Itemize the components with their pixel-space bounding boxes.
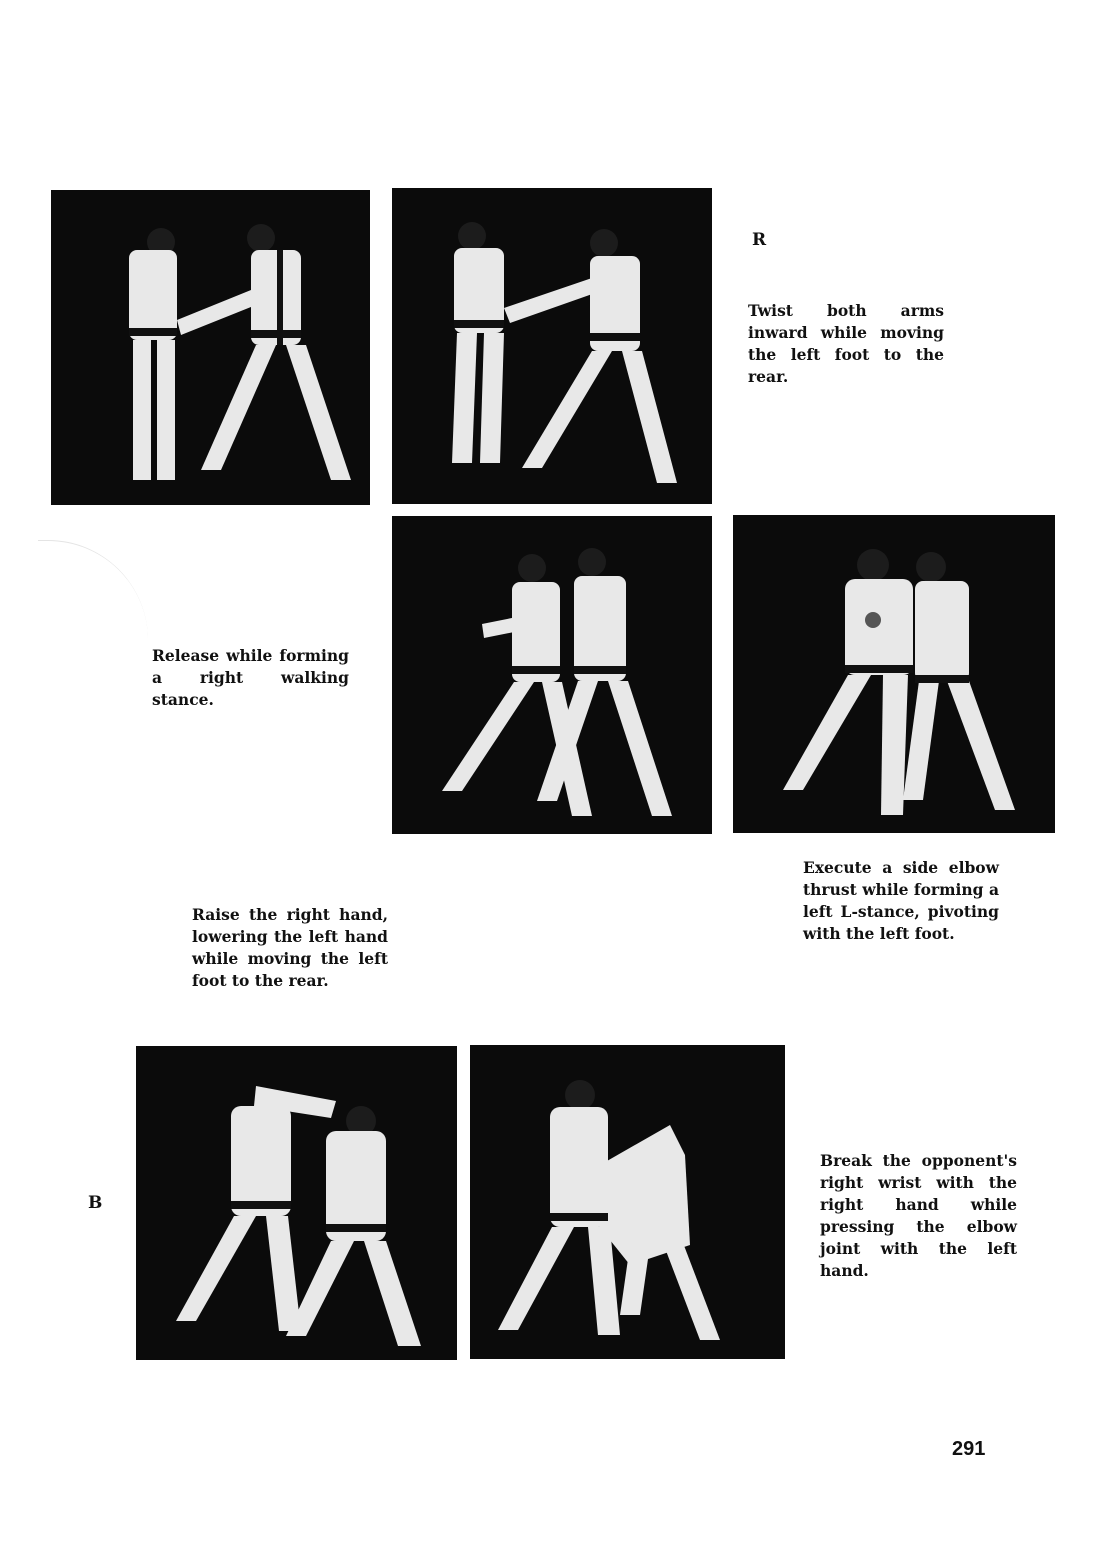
photo-wrist-break bbox=[470, 1045, 785, 1359]
caption-twist: Twist both arms inward while moving the left foot to the rear. bbox=[748, 301, 944, 386]
section-label-b: B bbox=[88, 1193, 103, 1213]
page-fold-mark bbox=[38, 540, 148, 661]
caption-release: Release while forming a right walking stance. bbox=[152, 646, 349, 709]
photo-elbow-thrust bbox=[733, 515, 1055, 833]
caption-raise: Raise the right hand, lowering the left hand while moving the left foot to the rear. bbox=[192, 905, 388, 990]
caption-execute: Execute a side elbow thrust while forming a left L-stance, pivoting with the left foot. bbox=[803, 858, 999, 943]
photo-twist-arms bbox=[392, 188, 712, 504]
photo-wrist-grab bbox=[51, 190, 370, 505]
caption-break: Break the opponent's right wrist with the right hand while pressing the elbow joint with the left hand. bbox=[820, 1151, 1017, 1280]
photo-raise-hand bbox=[136, 1046, 457, 1360]
photo-walking-stance bbox=[392, 516, 712, 834]
page-number: 291 bbox=[952, 1438, 986, 1460]
section-label-r: R bbox=[752, 230, 767, 250]
